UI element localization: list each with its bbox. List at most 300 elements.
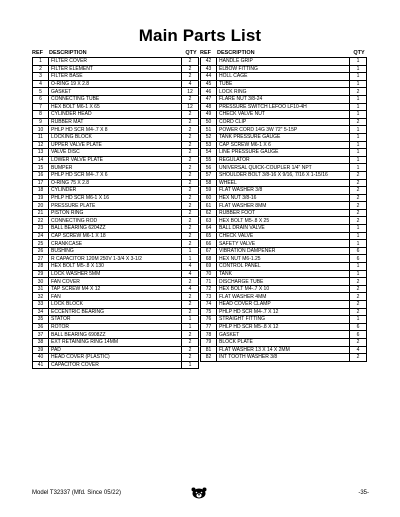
ref-cell: 42 (201, 58, 217, 66)
description-cell: BUMPER (49, 164, 182, 172)
description-cell: BUSHING (49, 247, 182, 255)
parts-list-right (201, 58, 367, 362)
ref-cell: 8 (33, 111, 49, 119)
ref-cell: 74 (201, 301, 217, 309)
description-cell: RUBBER FOOT (217, 209, 350, 217)
qty-cell: 6 (350, 247, 367, 255)
header-qty: QTY (185, 50, 197, 56)
qty-cell: 12 (182, 88, 199, 96)
qty-cell: 2 (182, 156, 199, 164)
table-row (33, 118, 199, 126)
qty-cell: 1 (350, 156, 367, 164)
table-row (33, 331, 199, 339)
table-row (33, 171, 199, 179)
description-cell: PHLP HD SCR M4-.7 X 8 (49, 126, 182, 134)
ref-cell: 62 (201, 209, 217, 217)
qty-cell: 2 (182, 133, 199, 141)
ref-cell: 69 (201, 263, 217, 271)
description-cell: TUBE (217, 80, 350, 88)
description-cell: HEX BOLT M4-.7 X 10 (217, 285, 350, 293)
table-row (201, 278, 367, 286)
table-row (201, 293, 367, 301)
description-cell: FILTER ELEMENT (49, 65, 182, 73)
description-cell: REGULATOR (217, 156, 350, 164)
qty-cell: 1 (182, 316, 199, 324)
qty-cell: 1 (350, 111, 367, 119)
ref-cell: 67 (201, 247, 217, 255)
ref-cell: 68 (201, 255, 217, 263)
ref-cell: 37 (33, 331, 49, 339)
qty-cell: 2 (182, 118, 199, 126)
qty-cell: 2 (350, 202, 367, 210)
table-row (201, 209, 367, 217)
qty-cell: 2 (182, 171, 199, 179)
table-row (33, 247, 199, 255)
qty-cell: 1 (350, 263, 367, 271)
ref-cell: 6 (33, 95, 49, 103)
qty-cell: 1 (350, 316, 367, 324)
ref-cell: 30 (33, 278, 49, 286)
table-row (33, 301, 199, 309)
qty-cell: 1 (350, 73, 367, 81)
description-cell: PISTON RING (49, 209, 182, 217)
qty-cell: 2 (350, 179, 367, 187)
qty-cell: 2 (350, 285, 367, 293)
model-label: Model T32337 (Mfd. Since 05/22) (32, 490, 121, 496)
ref-cell: 5 (33, 88, 49, 96)
qty-cell: 4 (182, 285, 199, 293)
qty-cell: 1 (350, 103, 367, 111)
qty-cell: 2 (182, 346, 199, 354)
ref-cell: 34 (33, 308, 49, 316)
qty-cell: 2 (350, 118, 367, 126)
parts-table-left (32, 49, 199, 369)
ref-cell: 54 (201, 149, 217, 157)
qty-cell: 2 (350, 354, 367, 362)
qty-cell: 2 (182, 338, 199, 346)
table-row (201, 95, 367, 103)
table-row (201, 187, 367, 195)
qty-cell: 1 (350, 58, 367, 66)
ref-cell: 33 (33, 301, 49, 309)
description-cell: PRESSURE PLATE (49, 202, 182, 210)
qty-cell: 1 (182, 255, 199, 263)
table-row (201, 247, 367, 255)
ref-cell: 28 (33, 263, 49, 271)
ref-cell: 44 (201, 73, 217, 81)
qty-cell: 2 (182, 209, 199, 217)
ref-cell: 79 (201, 338, 217, 346)
description-cell: FLAT WASHER 13 X 14 X 2MM (217, 346, 350, 354)
qty-cell: 2 (182, 354, 199, 362)
ref-cell: 57 (201, 171, 217, 179)
description-cell: CAP SCREW M6-1 X 18 (49, 232, 182, 240)
description-cell: CONNECTING TUBE (49, 95, 182, 103)
description-cell: O-RING 75 X 2.8 (49, 179, 182, 187)
qty-cell: 2 (182, 293, 199, 301)
description-cell: ELBOW FITTING (217, 65, 350, 73)
table-row (33, 73, 199, 81)
ref-cell: 25 (33, 240, 49, 248)
description-cell: CAP SCREW M6-1 X 6 (217, 141, 350, 149)
qty-cell: 2 (182, 217, 199, 225)
ref-cell: 49 (201, 111, 217, 119)
ref-cell: 40 (33, 354, 49, 362)
description-cell: UNIVERSAL QUICK-COUPLER 1/4" NPT (217, 164, 350, 172)
ref-cell: 45 (201, 80, 217, 88)
table-row (33, 111, 199, 119)
description-cell: CHECK VALVE (217, 232, 350, 240)
description-cell: HEX NUT M6-1.25 (217, 255, 350, 263)
description-cell: BLOCK PLATE (217, 338, 350, 346)
table-row (201, 354, 367, 362)
qty-cell: 2 (182, 65, 199, 73)
header-description: DESCRIPTION (49, 50, 87, 56)
ref-cell: 32 (33, 293, 49, 301)
qty-cell: 4 (350, 346, 367, 354)
table-row (33, 263, 199, 271)
ref-cell: 26 (33, 247, 49, 255)
qty-cell: 2 (350, 209, 367, 217)
description-cell: ROTOR (49, 323, 182, 331)
description-cell: LOCK BLOCK (49, 301, 182, 309)
ref-cell: 3 (33, 73, 49, 81)
table-row (33, 354, 199, 362)
table-row (201, 270, 367, 278)
table-row (33, 164, 199, 172)
table-row (201, 164, 367, 172)
description-cell: CYLINDER (49, 187, 182, 195)
qty-cell: 1 (350, 95, 367, 103)
description-cell: HANDLE GRIP (217, 58, 350, 66)
table-row (201, 255, 367, 263)
ref-cell: 19 (33, 194, 49, 202)
ref-cell: 64 (201, 225, 217, 233)
table-row (201, 126, 367, 134)
ref-cell: 22 (33, 217, 49, 225)
ref-cell: 35 (33, 316, 49, 324)
ref-cell: 48 (201, 103, 217, 111)
description-cell: R CAPACITOR 120M 250V 1-3/4 X 3-1/2 (49, 255, 182, 263)
qty-cell: 2 (182, 179, 199, 187)
ref-cell: 55 (201, 156, 217, 164)
qty-cell: 1 (350, 225, 367, 233)
description-cell: POWER CORD 14G 3W 72" 5-15P (217, 126, 350, 134)
header-qty: QTY (353, 50, 365, 56)
qty-cell: 2 (350, 338, 367, 346)
header-ref: REF (32, 50, 43, 56)
description-cell: HEX BOLT M5-.8 X 130 (49, 263, 182, 271)
description-cell: O-RING 19 X 2.8 (49, 80, 182, 88)
description-cell: HEX BOLT M6-1 X 65 (49, 103, 182, 111)
ref-cell: 82 (201, 354, 217, 362)
table-row (201, 338, 367, 346)
qty-cell: 2 (350, 194, 367, 202)
description-cell: PRESSURE SWITCH LEFOO LF10-4H (217, 103, 350, 111)
ref-cell: 2 (33, 65, 49, 73)
table-row (33, 278, 199, 286)
description-cell: LINE PRESSURE GAUGE (217, 149, 350, 157)
table-row (33, 80, 199, 88)
table-row (201, 263, 367, 271)
description-cell: LOCK WASHER 5MM (49, 270, 182, 278)
description-cell: RUBBER MAT (49, 118, 182, 126)
description-cell: VIBRATION DAMPENER (217, 247, 350, 255)
ref-cell: 47 (201, 95, 217, 103)
table-row (201, 308, 367, 316)
description-cell: DISCHARGE TUBE (217, 278, 350, 286)
table-row (33, 149, 199, 157)
description-cell: EXT RETAINING RING 14MM (49, 338, 182, 346)
description-cell: TANK PRESSURE GAUGE (217, 133, 350, 141)
qty-cell: 2 (182, 232, 199, 240)
qty-cell: 4 (182, 263, 199, 271)
description-cell: FILTER BASE (49, 73, 182, 81)
ref-cell: 17 (33, 179, 49, 187)
qty-cell: 1 (350, 133, 367, 141)
description-cell: LOCK RING (217, 88, 350, 96)
qty-cell: 2 (182, 111, 199, 119)
description-cell: HEX NUT 3/8-16 (217, 194, 350, 202)
ref-cell: 43 (201, 65, 217, 73)
table-row (33, 187, 199, 195)
qty-cell: 1 (182, 361, 199, 369)
ref-cell: 14 (33, 156, 49, 164)
ref-cell: 39 (33, 346, 49, 354)
qty-cell: 1 (350, 164, 367, 172)
parts-table-right (200, 49, 367, 362)
qty-cell: 2 (350, 301, 367, 309)
table-row (33, 202, 199, 210)
ref-cell: 27 (33, 255, 49, 263)
table-row (33, 361, 199, 369)
description-cell: CONTROL PANEL (217, 263, 350, 271)
table-row (201, 240, 367, 248)
qty-cell: 2 (182, 308, 199, 316)
ref-cell: 65 (201, 232, 217, 240)
description-cell: CORD CLIP (217, 118, 350, 126)
table-header (32, 49, 199, 57)
table-row (33, 225, 199, 233)
qty-cell: 1 (182, 247, 199, 255)
page-number: -35- (358, 490, 369, 496)
description-cell: FAN (49, 293, 182, 301)
table-row (33, 316, 199, 324)
qty-cell: 2 (182, 202, 199, 210)
qty-cell: 2 (350, 293, 367, 301)
ref-cell: 46 (201, 88, 217, 96)
ref-cell: 11 (33, 133, 49, 141)
qty-cell: 1 (350, 80, 367, 88)
ref-cell: 53 (201, 141, 217, 149)
qty-cell: 2 (350, 88, 367, 96)
ref-cell: 13 (33, 149, 49, 157)
qty-cell: 2 (182, 149, 199, 157)
table-row (33, 308, 199, 316)
ref-cell: 72 (201, 285, 217, 293)
table-row (201, 65, 367, 73)
description-cell: PHLP HD SCR M5-.8 X 12 (217, 323, 350, 331)
description-cell: CRANKCASE (49, 240, 182, 248)
description-cell: GASKET (49, 88, 182, 96)
ref-cell: 12 (33, 141, 49, 149)
qty-cell: 1 (350, 240, 367, 248)
ref-cell: 60 (201, 194, 217, 202)
description-cell: PAD (49, 346, 182, 354)
qty-cell: 2 (182, 278, 199, 286)
table-header (200, 49, 367, 57)
ref-cell: 24 (33, 232, 49, 240)
description-cell: CHECK VALVE NUT (217, 111, 350, 119)
qty-cell: 2 (182, 194, 199, 202)
ref-cell: 38 (33, 338, 49, 346)
description-cell: HEX BOLT M5-.8 X 25 (217, 217, 350, 225)
description-cell: PHLP HD SCR M6-1 X 16 (49, 194, 182, 202)
table-row (33, 293, 199, 301)
ref-cell: 73 (201, 293, 217, 301)
qty-cell: 2 (182, 164, 199, 172)
qty-cell: 1 (350, 270, 367, 278)
ref-cell: 76 (201, 316, 217, 324)
description-cell: PHLP HD SCR M4-.7 X 12 (217, 308, 350, 316)
table-row (33, 209, 199, 217)
table-row (201, 88, 367, 96)
table-row (201, 194, 367, 202)
table-row (201, 141, 367, 149)
description-cell: HOLL CAGE (217, 73, 350, 81)
description-cell: FLAT WASHER 3/8 (217, 187, 350, 195)
qty-cell: 2 (182, 95, 199, 103)
qty-cell: 6 (350, 323, 367, 331)
table-row (33, 179, 199, 187)
ref-cell: 59 (201, 187, 217, 195)
ref-cell: 15 (33, 164, 49, 172)
ref-cell: 16 (33, 171, 49, 179)
table-row (33, 270, 199, 278)
qty-cell: 2 (182, 301, 199, 309)
table-row (201, 156, 367, 164)
table-row (33, 285, 199, 293)
table-row (33, 156, 199, 164)
qty-cell: 2 (350, 308, 367, 316)
table-row (201, 149, 367, 157)
table-row (33, 323, 199, 331)
table-row (33, 338, 199, 346)
description-cell: BALL DRAIN VALVE (217, 225, 350, 233)
ref-cell: 7 (33, 103, 49, 111)
table-row (33, 126, 199, 134)
table-row (33, 133, 199, 141)
description-cell: TANK (217, 270, 350, 278)
table-row (33, 103, 199, 111)
table-row (201, 316, 367, 324)
description-cell: LOCKING BLOCK (49, 133, 182, 141)
description-cell: SAFETY VALVE (217, 240, 350, 248)
ref-cell: 23 (33, 225, 49, 233)
ref-cell: 1 (33, 58, 49, 66)
qty-cell: 6 (350, 255, 367, 263)
qty-cell: 2 (182, 240, 199, 248)
table-row (33, 88, 199, 96)
header-ref: REF (200, 50, 211, 56)
qty-cell: 2 (350, 171, 367, 179)
ref-cell: 4 (33, 80, 49, 88)
description-cell: HEAD COVER (PLASTIC) (49, 354, 182, 362)
ref-cell: 10 (33, 126, 49, 134)
table-row (33, 65, 199, 73)
table-row (201, 285, 367, 293)
ref-cell: 18 (33, 187, 49, 195)
table-row (33, 346, 199, 354)
table-row (201, 217, 367, 225)
ref-cell: 81 (201, 346, 217, 354)
parts-list-left (33, 58, 199, 369)
description-cell: LOWER VALVE PLATE (49, 156, 182, 164)
table-row (33, 141, 199, 149)
ref-cell: 70 (201, 270, 217, 278)
description-cell: FLAT WASHER 8MM (217, 202, 350, 210)
qty-cell: 2 (182, 225, 199, 233)
ref-cell: 36 (33, 323, 49, 331)
grizzly-bear-logo-icon (189, 487, 209, 499)
ref-cell: 50 (201, 118, 217, 126)
table-row (201, 346, 367, 354)
qty-cell: 2 (350, 278, 367, 286)
ref-cell: 41 (33, 361, 49, 369)
qty-cell: 2 (182, 331, 199, 339)
table-row (201, 331, 367, 339)
page-title: Main Parts List (138, 26, 262, 45)
qty-cell: 1 (350, 126, 367, 134)
ref-cell: 29 (33, 270, 49, 278)
table-row (201, 80, 367, 88)
table-row (201, 323, 367, 331)
qty-cell: 12 (182, 103, 199, 111)
description-cell: FAN COVER (49, 278, 182, 286)
qty-cell: 1 (350, 232, 367, 240)
qty-cell: 2 (182, 58, 199, 66)
table-row (201, 232, 367, 240)
ref-cell: 52 (201, 133, 217, 141)
qty-cell: 2 (182, 141, 199, 149)
ref-cell: 9 (33, 118, 49, 126)
description-cell: FLARE NUT 3/8-24 (217, 95, 350, 103)
ref-cell: 58 (201, 179, 217, 187)
qty-cell: 2 (182, 73, 199, 81)
qty-cell: 4 (182, 80, 199, 88)
ref-cell: 77 (201, 323, 217, 331)
qty-cell: 1 (350, 141, 367, 149)
ref-cell: 51 (201, 126, 217, 134)
ref-cell: 61 (201, 202, 217, 210)
ref-cell: 56 (201, 164, 217, 172)
table-row (201, 118, 367, 126)
description-cell: CAPACITOR COVER (49, 361, 182, 369)
description-cell: SHOULDER BOLT 3/8-16 X 9/16, 7/16 X 1-15/16 (217, 171, 350, 179)
table-row (33, 217, 199, 225)
ref-cell: 75 (201, 308, 217, 316)
table-row (33, 255, 199, 263)
description-cell: HEAD COVER CLAMP (217, 301, 350, 309)
description-cell: GASKET (217, 331, 350, 339)
qty-cell: 2 (350, 187, 367, 195)
description-cell: CONNECTING ROD (49, 217, 182, 225)
table-row (201, 179, 367, 187)
qty-cell: 2 (182, 126, 199, 134)
description-cell: PHLP HD SCR M4-.7 X 6 (49, 171, 182, 179)
qty-cell: 4 (182, 270, 199, 278)
description-cell: ECCENTRIC BEARING (49, 308, 182, 316)
